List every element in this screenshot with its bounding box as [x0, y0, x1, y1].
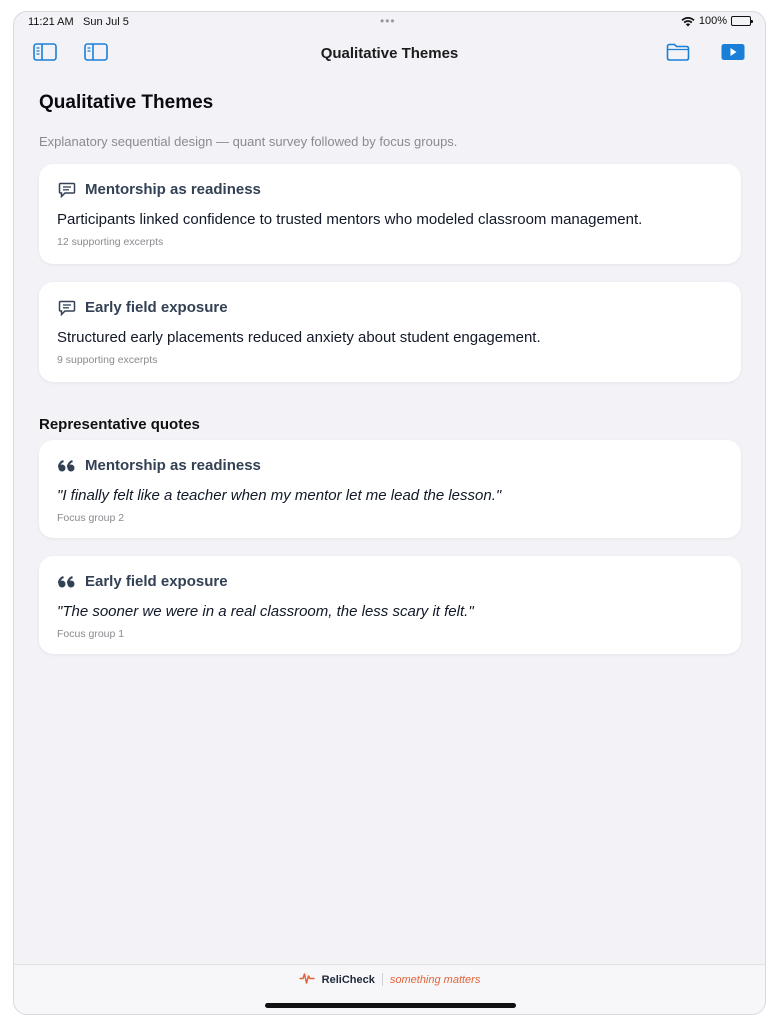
footer: [14, 964, 765, 1014]
home-indicator[interactable]: [265, 1003, 516, 1008]
brand-tagline: something matters: [389, 973, 481, 986]
theme-title: Early field exposure: [85, 299, 228, 316]
theme-excerpt-count: 9 supporting excerpts: [57, 354, 158, 366]
status-bar: [14, 12, 765, 32]
status-time: 11:21 AM: [28, 16, 74, 28]
nav-title: Qualitative Themes: [320, 45, 459, 62]
status-date: Sun Jul 5: [83, 16, 129, 28]
brand-name: ReliCheck: [321, 973, 375, 986]
quote-source: Focus group 2: [57, 512, 125, 524]
play-icon: [721, 43, 745, 61]
play-button[interactable]: [721, 43, 747, 65]
message-icon: [57, 181, 76, 198]
theme-card[interactable]: [39, 164, 741, 264]
brand-divider: [382, 973, 383, 986]
folder-icon: [666, 43, 690, 61]
multitasking-dots[interactable]: •••: [380, 14, 396, 28]
footer-brand: [14, 972, 765, 987]
section-title: Representative quotes: [39, 416, 200, 433]
theme-title: Mentorship as readiness: [85, 181, 261, 198]
page-title: Qualitative Themes: [39, 92, 214, 113]
quote-theme-title: Mentorship as readiness: [85, 457, 261, 474]
page-subtitle: Explanatory sequential design — quant survey followed by focus groups.: [39, 134, 458, 149]
status-indicators: [681, 15, 751, 27]
quote-icon: [57, 457, 76, 474]
message-icon: [57, 299, 76, 316]
battery-percent: 100%: [698, 15, 727, 27]
theme-description: Structured early placements reduced anxiety about student engagement.: [57, 329, 541, 346]
heartbeat-icon: [299, 972, 315, 987]
wifi-icon: [681, 16, 695, 27]
theme-description: Participants linked confidence to trusted mentors who modeled classroom management.: [57, 211, 643, 228]
quote-text: "I finally felt like a teacher when my mentor let me lead the lesson.": [57, 487, 502, 504]
quote-card[interactable]: [39, 440, 741, 538]
quote-icon: [57, 573, 76, 590]
battery-icon: [731, 16, 751, 26]
theme-card[interactable]: [39, 282, 741, 382]
quote-theme-title: Early field exposure: [85, 573, 228, 590]
theme-excerpt-count: 12 supporting excerpts: [57, 236, 164, 248]
quote-source: Focus group 1: [57, 628, 125, 640]
navigation-bar: [14, 36, 765, 72]
quote-text: "The sooner we were in a real classroom, the less scary it felt.": [57, 603, 474, 620]
quote-card[interactable]: [39, 556, 741, 654]
ipad-screen: [13, 11, 766, 1015]
folder-button[interactable]: [666, 43, 692, 65]
main-content: [39, 92, 741, 640]
